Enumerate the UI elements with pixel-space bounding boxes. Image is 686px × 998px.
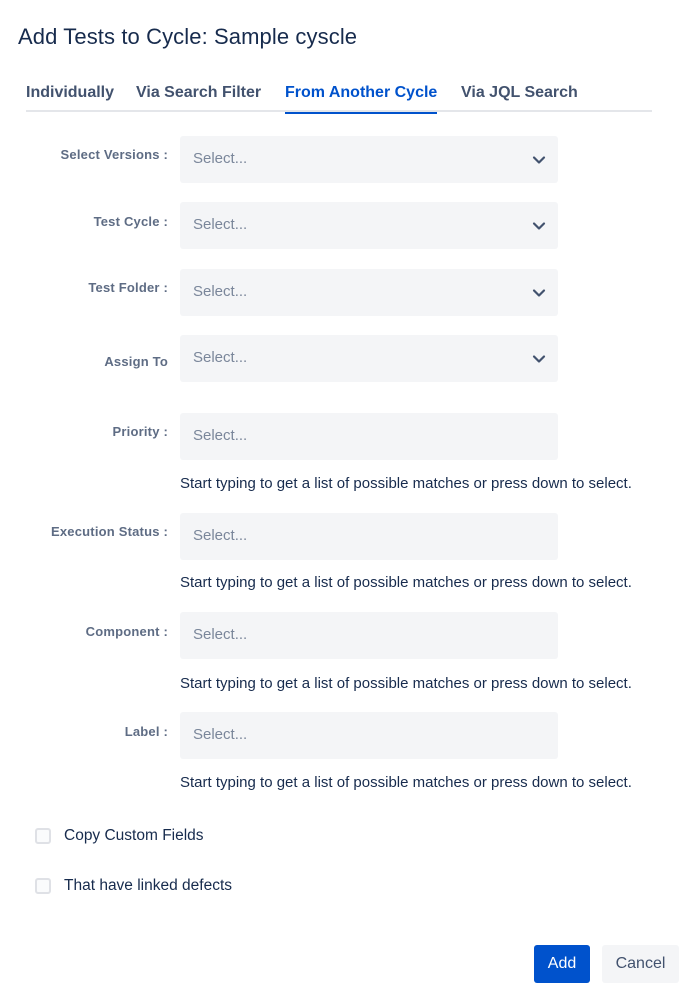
test-cycle-label: Test Cycle :: [93, 214, 168, 229]
component-label: Component :: [85, 624, 168, 639]
priority-placeholder: Select...: [193, 427, 248, 444]
component-input[interactable]: [180, 612, 558, 659]
dialog-title: Add Tests to Cycle: Sample cyscle: [18, 24, 358, 49]
label-input[interactable]: [180, 712, 558, 759]
priority-label: Priority :: [112, 424, 168, 439]
select-versions-dropdown[interactable]: [180, 136, 558, 183]
tab-via-jql-search[interactable]: Via JQL Search: [461, 84, 578, 101]
assign-to-label: Assign To: [104, 354, 168, 369]
test-cycle-placeholder: Select...: [193, 216, 248, 233]
test-cycle-dropdown[interactable]: [180, 202, 558, 249]
component-hint: Start typing to get a list of possible matches or press down to select.: [180, 675, 632, 692]
tab-bar: [26, 82, 652, 112]
priority-input[interactable]: [180, 413, 558, 460]
select-versions-label: Select Versions :: [60, 147, 168, 162]
select-versions-placeholder: Select...: [193, 150, 248, 167]
test-folder-placeholder: Select...: [193, 283, 248, 300]
tab-from-another-cycle[interactable]: From Another Cycle: [285, 82, 437, 112]
execution-status-label: Execution Status :: [50, 524, 168, 539]
execution-status-hint: Start typing to get a list of possible matches or press down to select.: [180, 574, 632, 591]
label-placeholder: Select...: [193, 726, 248, 743]
tab-individually[interactable]: Individually: [26, 84, 115, 101]
assign-to-dropdown[interactable]: [180, 335, 558, 382]
priority-hint: Start typing to get a list of possible matches or press down to select.: [180, 475, 632, 492]
chevron-down-icon: [531, 218, 547, 234]
chevron-down-icon: [531, 285, 547, 301]
test-folder-label: Test Folder :: [88, 280, 168, 295]
linked-defects-label: That have linked defects: [64, 877, 233, 894]
copy-custom-fields-label: Copy Custom Fields: [64, 827, 204, 844]
linked-defects-checkbox[interactable]: [35, 878, 51, 894]
execution-status-input[interactable]: [180, 513, 558, 560]
assign-to-placeholder: Select...: [193, 349, 248, 366]
chevron-down-icon: [531, 351, 547, 367]
label-field-label: Label :: [124, 724, 168, 739]
chevron-down-icon: [531, 152, 547, 168]
tab-via-search-filter[interactable]: Via Search Filter: [136, 84, 262, 101]
component-placeholder: Select...: [193, 626, 248, 643]
add-button[interactable]: Add: [534, 945, 590, 983]
test-folder-dropdown[interactable]: [180, 269, 558, 316]
copy-custom-fields-checkbox[interactable]: [35, 828, 51, 844]
execution-status-placeholder: Select...: [193, 527, 248, 544]
label-hint: Start typing to get a list of possible matches or press down to select.: [180, 774, 632, 791]
cancel-button[interactable]: Cancel: [602, 945, 679, 983]
